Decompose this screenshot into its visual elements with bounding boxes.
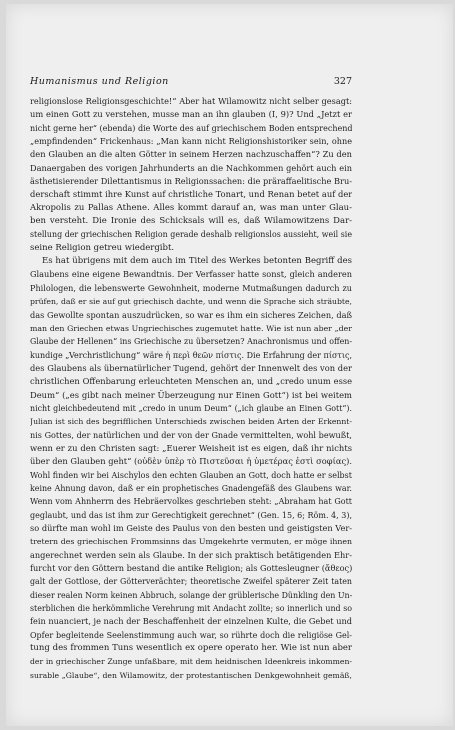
text-line: so dürfte man wohl im Geiste des Paulus von den besten und geistigsten Ver- bbox=[30, 523, 352, 533]
text-line: Philologen, die lebenswerte Gewohnheit, moderne Mutmaßungen dadurch zu bbox=[30, 282, 352, 293]
text-line: nicht gleichbedeutend mit „credo in unum Deum“ („ich glaube an Einen Gott“). bbox=[30, 403, 352, 413]
text-line: über den Glauben geht“ (οὐδὲν ὑπὲρ τὸ Πιστεῦσαι ἡ ὑμετέρας ἐστὶ σοφίας). bbox=[30, 456, 352, 467]
text-line: dieser realen Norm keinen Abbruch, solange der grüblerische Dünkling den Un- bbox=[30, 590, 352, 600]
text-line: furcht vor den Göttern bestand die antike Religion; als Gottesleugner (ἄθεος) bbox=[30, 563, 352, 574]
text-line: den Glauben an die alten Götter in seinem Herzen nachzuschaffen“? Zu den bbox=[30, 149, 352, 160]
text-line: kundige „Verchristlichung“ wäre ἡ περὶ θεῶν πίστις. Die Erfahrung der πίστις, bbox=[30, 350, 352, 360]
text-line: Deum“ („es gibt nach meiner Überzeugung nur Einen Gott“) ist bei weitem bbox=[30, 389, 352, 400]
text-line: religionslose Religionsgeschichte!“ Aber hat Wilamowitz nicht selber gesagt: bbox=[30, 96, 352, 106]
text-line: surable „Glaube“, den Wilamowitz, der protestantischen Denkgewohnheit gemäß, bbox=[30, 670, 352, 680]
text-line: ben versteht. Die Ironie des Schicksals will es, daß Wilamowitzens Dar- bbox=[30, 216, 352, 227]
text-line: wenn er zu den Christen sagt: „Euerer Weisheit ist es eigen, daß ihr nichts bbox=[30, 442, 352, 453]
text-line: geglaubt, und das ist ihm zur Gerechtigkeit gerechnet“ (Gen. 15, 6; Röm. 4, 3), bbox=[30, 510, 352, 520]
text-line: der in griechischer Zunge unfaßbare, mit dem heidnischen Ideenkreis inkommen- bbox=[30, 657, 352, 667]
text-line: nicht gerne her“ (ebenda) die Worte des auf griechischem Boden entsprechend bbox=[30, 123, 352, 133]
text-line: derschaft stimmt ihre Kunst auf christliche Tonart, und Renan betet auf der bbox=[30, 189, 352, 200]
text-line: keine Ahnung davon, daß er ein prophetisches Gnadengefäß des Glaubens war. bbox=[30, 483, 352, 493]
text-line: nis Gottes, der natürlichen und der von der Gnade vermittelten, wohl bewußt, bbox=[30, 429, 352, 440]
book-page bbox=[6, 4, 453, 726]
text-line: Glaubens eine eigene Bewandtnis. Der Verfasser hatte sonst, gleich anderen bbox=[30, 269, 352, 280]
text-line: Wohl finden wir bei Aischylos den echten Glauben an Gott, doch hatte er selbst bbox=[30, 470, 352, 480]
text-line: Wenn vom Ahnherrn des Hebräervolkes geschrieben steht: „Abraham hat Gott bbox=[30, 497, 352, 507]
text-line: tung des frommen Tuns wesentlich ex opere operato her. Wie ist nun aber bbox=[30, 643, 352, 654]
text-line: „empfindenden“ Frickenhaus: „Man kann nicht Religionshistoriker sein, ohne bbox=[30, 136, 352, 147]
text-line: ästhetisierender Dilettantismus in Religionssachen: die präraffaelitische Bru- bbox=[30, 176, 352, 187]
text-line: prüfen, daß er sie auf gut griechisch dachte, und wenn die Sprache sich sträubte, bbox=[30, 297, 352, 307]
text-line: seine Religion getreu wiedergibt. bbox=[30, 242, 175, 253]
text-line: galt der Gottlose, der Götterverächter; theoretische Zweifel späterer Zeit taten bbox=[30, 577, 352, 587]
text-line: um einen Gott zu verstehen, musse man an ihn glauben (I, 9)? Und „Jetzt er bbox=[30, 109, 352, 120]
text-line: Akropolis zu Pallas Athene. Alles kommt darauf an, was man unter Glau- bbox=[30, 202, 352, 213]
text-line: man den Griechen etwas Ungriechisches zugemutet hatte. Wie ist nun aber „der bbox=[30, 323, 352, 333]
text-line: Es hat übrigens mit dem auch im Titel des Werkes betonten Begriff des bbox=[42, 256, 352, 267]
text-line: angerechnet werden sein als Glaube. In der sich praktisch betätigenden Ehr- bbox=[30, 549, 352, 560]
page-header bbox=[30, 76, 352, 90]
text-line: fein nuanciert, je nach der Beschaffenheit der einzelnen Kulte, die Gebet und bbox=[30, 616, 352, 627]
text-line: Opfer begleitende Seelenstimmung auch war, so rührte doch die religiöse Gel- bbox=[30, 630, 352, 640]
text-line: tretern des griechischen Frommsinns das Umgekehrte vermuten, er möge ihnen bbox=[30, 537, 352, 547]
text-line: christlichen Offenbarung erleuchteten Menschen an, und „credo unum esse bbox=[30, 376, 352, 387]
text-line: Danaergaben des vorigen Jahrhunderts an die Nachkommen gehört auch ein bbox=[30, 162, 352, 173]
page-number: 327 bbox=[333, 76, 352, 87]
text-line: stellung der griechischen Religion gerade deshalb religionslos aussieht, weil sie bbox=[30, 230, 352, 240]
text-line: des Glaubens als übernatürlicher Tugend, gehört der Innenwelt des von der bbox=[30, 362, 352, 373]
text-line: Glaube der Hellenen“ ins Griechische zu übersetzen? Anachronismus und offen- bbox=[30, 337, 352, 347]
text-line: das Gewollte spontan auszudrücken, so war es ihm ein sicheres Zeichen, daß bbox=[30, 309, 352, 320]
text-line: Julian ist sich des begrifflichen Unterschieds zwischen beiden Arten der Erkennt- bbox=[30, 417, 352, 427]
body-text bbox=[30, 95, 352, 695]
text-line: sterblichen die herkömmliche Verehrung mit Andacht zollte; so innerlich und so bbox=[30, 604, 352, 614]
running-title: Humanismus und Religion bbox=[30, 76, 169, 87]
